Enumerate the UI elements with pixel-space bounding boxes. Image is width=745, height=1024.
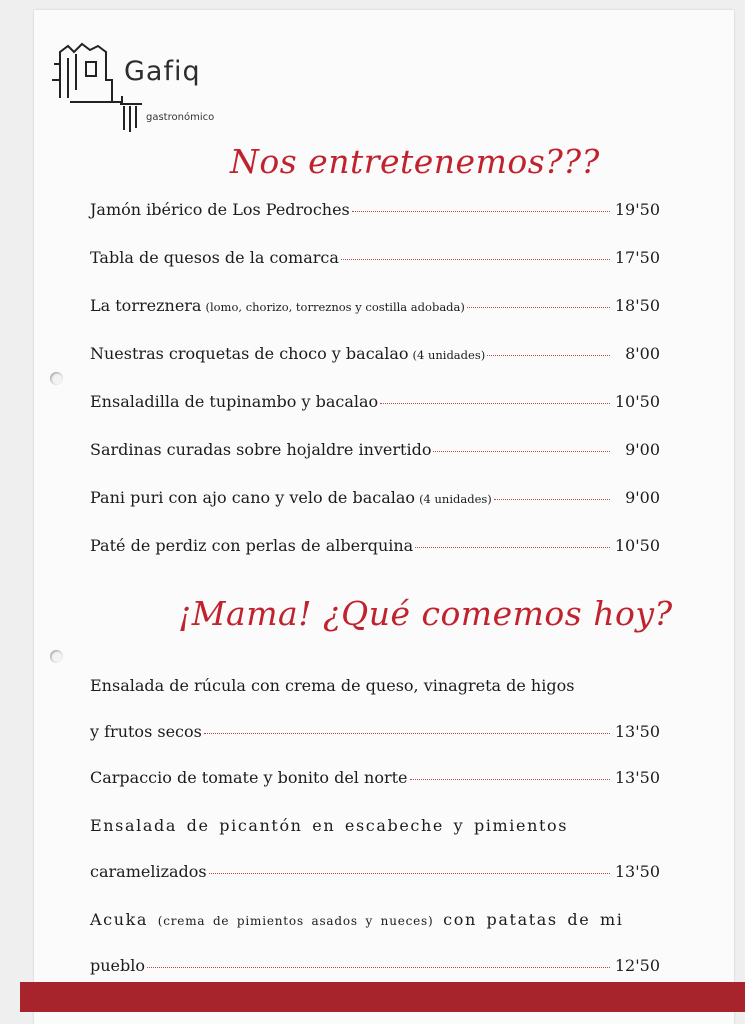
menu-item: Tabla de quesos de la comarca 17'50 [90, 248, 660, 267]
footer-band [20, 982, 745, 1012]
dotted-leader [467, 307, 610, 308]
item-note: (4 unidades) [419, 492, 492, 506]
item-note: (4 unidades) [412, 348, 486, 362]
menu-item: pueblo 12'50 [90, 956, 660, 975]
item-price: 17'50 [614, 248, 660, 267]
dotted-leader [415, 547, 610, 548]
dotted-leader [147, 967, 610, 968]
dotted-leader [487, 355, 610, 356]
item-price: 13'50 [614, 862, 660, 881]
dotted-leader [494, 499, 610, 500]
item-price: 9'00 [625, 440, 660, 459]
dotted-leader [433, 451, 610, 452]
dotted-leader [204, 733, 610, 734]
menu-item: Paté de perdiz con perlas de alberquina 10'50 [90, 536, 660, 555]
item-note: (crema de pimientos asados y nueces) [157, 914, 434, 928]
menu-item: Nuestras croquetas de choco y bacalao (4 unidades) 8'00 [90, 344, 660, 363]
menu-item: Jamón ibérico de Los Pedroches 19'50 [90, 200, 660, 219]
dotted-leader [341, 259, 610, 260]
dotted-leader [410, 779, 611, 780]
item-price: 9'00 [625, 488, 660, 507]
punch-hole [50, 650, 63, 663]
menu-item: y frutos secos 13'50 [90, 722, 660, 741]
menu-item-line: Ensalada de picantón en escabeche y pimientos [90, 816, 569, 835]
item-price: 13'50 [614, 722, 660, 741]
menu-item-line: Ensalada de rúcula con crema de queso, vinagreta de higos [90, 676, 575, 695]
menu-item: Carpaccio de tomate y bonito del norte 13'50 [90, 768, 660, 787]
brand-name: Gafiq [124, 56, 201, 87]
punch-hole [50, 372, 63, 385]
item-price: 18'50 [614, 296, 660, 315]
item-price: 10'50 [614, 536, 660, 555]
menu-item: La torreznera (lomo, chorizo, torreznos y costilla adobada) 18'50 [90, 296, 660, 315]
item-price: 10'50 [614, 392, 660, 411]
menu-item-line: Acuka (crema de pimientos asados y nueces) con patatas de mi [90, 910, 624, 929]
menu-item: Sardinas curadas sobre hojaldre invertido 9'00 [90, 440, 660, 459]
item-price: 12'50 [614, 956, 660, 975]
item-price: 13'50 [614, 768, 660, 787]
dotted-leader [352, 211, 610, 212]
menu-item: Ensaladilla de tupinambo y bacalao 10'50 [90, 392, 660, 411]
menu-item: caramelizados 13'50 [90, 862, 660, 881]
dotted-leader [209, 873, 610, 874]
section-title-mains: ¡Mama! ¿Qué comemos hoy? [178, 594, 673, 633]
section-title-starters: Nos entretenemos??? [230, 142, 600, 181]
item-note: (lomo, chorizo, torreznos y costilla adobada) [205, 300, 465, 314]
dotted-leader [380, 403, 610, 404]
brand-subtitle: gastronómico [146, 112, 215, 123]
item-price: 19'50 [614, 200, 660, 219]
menu-item: Pani puri con ajo cano y velo de bacalao (4 unidades) 9'00 [90, 488, 660, 507]
item-price: 8'00 [625, 344, 660, 363]
logo-tower-icon [50, 40, 250, 140]
